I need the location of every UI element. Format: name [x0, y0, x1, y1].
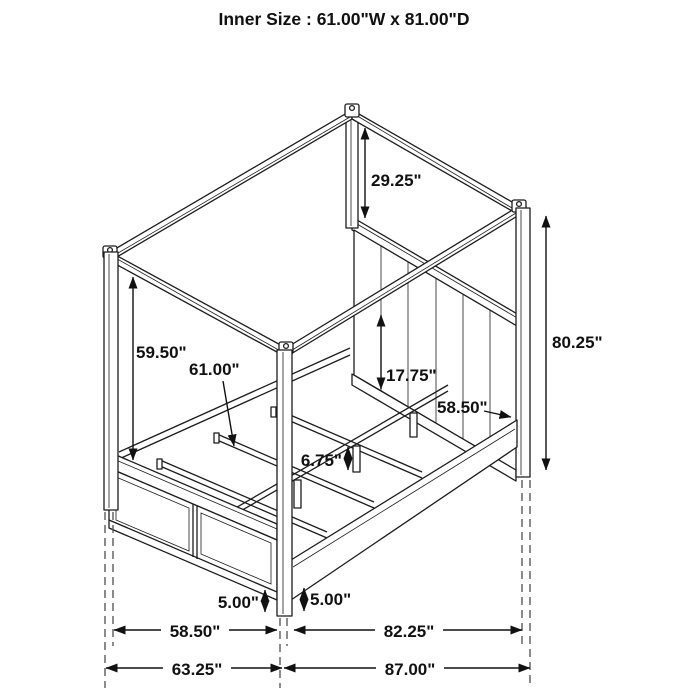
dim-label-59-50: 59.50"	[136, 343, 187, 362]
front-post	[277, 350, 292, 616]
dimension-side-rail-length	[294, 619, 522, 641]
dim-label-5-00-right: 5.00"	[310, 590, 352, 609]
dimension-overall-width	[106, 657, 282, 679]
leg	[410, 413, 417, 437]
finial-front	[284, 344, 289, 349]
dim-label-87-00: 87.00"	[384, 660, 436, 679]
left-post	[104, 252, 118, 510]
dimension-overall-depth	[284, 657, 530, 679]
dim-label-5-00-left: 5.00"	[217, 593, 259, 612]
back-post	[346, 110, 358, 228]
dim-label-6-75: 6.75"	[300, 451, 342, 470]
dim-label-58-50-bottom: 58.50"	[169, 622, 221, 641]
dimension-rail-clearance	[304, 588, 351, 611]
dim-label-17-75: 17.75"	[386, 366, 437, 385]
dim-label-29-25: 29.25"	[371, 171, 422, 190]
leg	[294, 480, 301, 508]
dim-label-82-25: 82.25"	[383, 622, 435, 641]
finial-right	[517, 202, 522, 207]
dimension-overall-height	[546, 216, 603, 470]
dimension-leg-height	[301, 447, 348, 470]
right-post	[516, 208, 530, 477]
dimension-footboard-outer-width	[114, 619, 277, 641]
page-title: Inner Size : 61.00"W x 81.00"D	[218, 9, 470, 29]
dim-label-61-00: 61.00"	[189, 360, 240, 379]
side-rail-right	[291, 420, 517, 600]
dimension-footboard-clearance	[218, 590, 265, 612]
dim-label-58-50-mid: 58.50"	[437, 398, 488, 417]
leg	[353, 446, 360, 472]
finial-back	[350, 106, 355, 111]
dim-label-63-25: 63.25"	[171, 660, 223, 679]
dim-label-80-25: 80.25"	[552, 333, 603, 352]
